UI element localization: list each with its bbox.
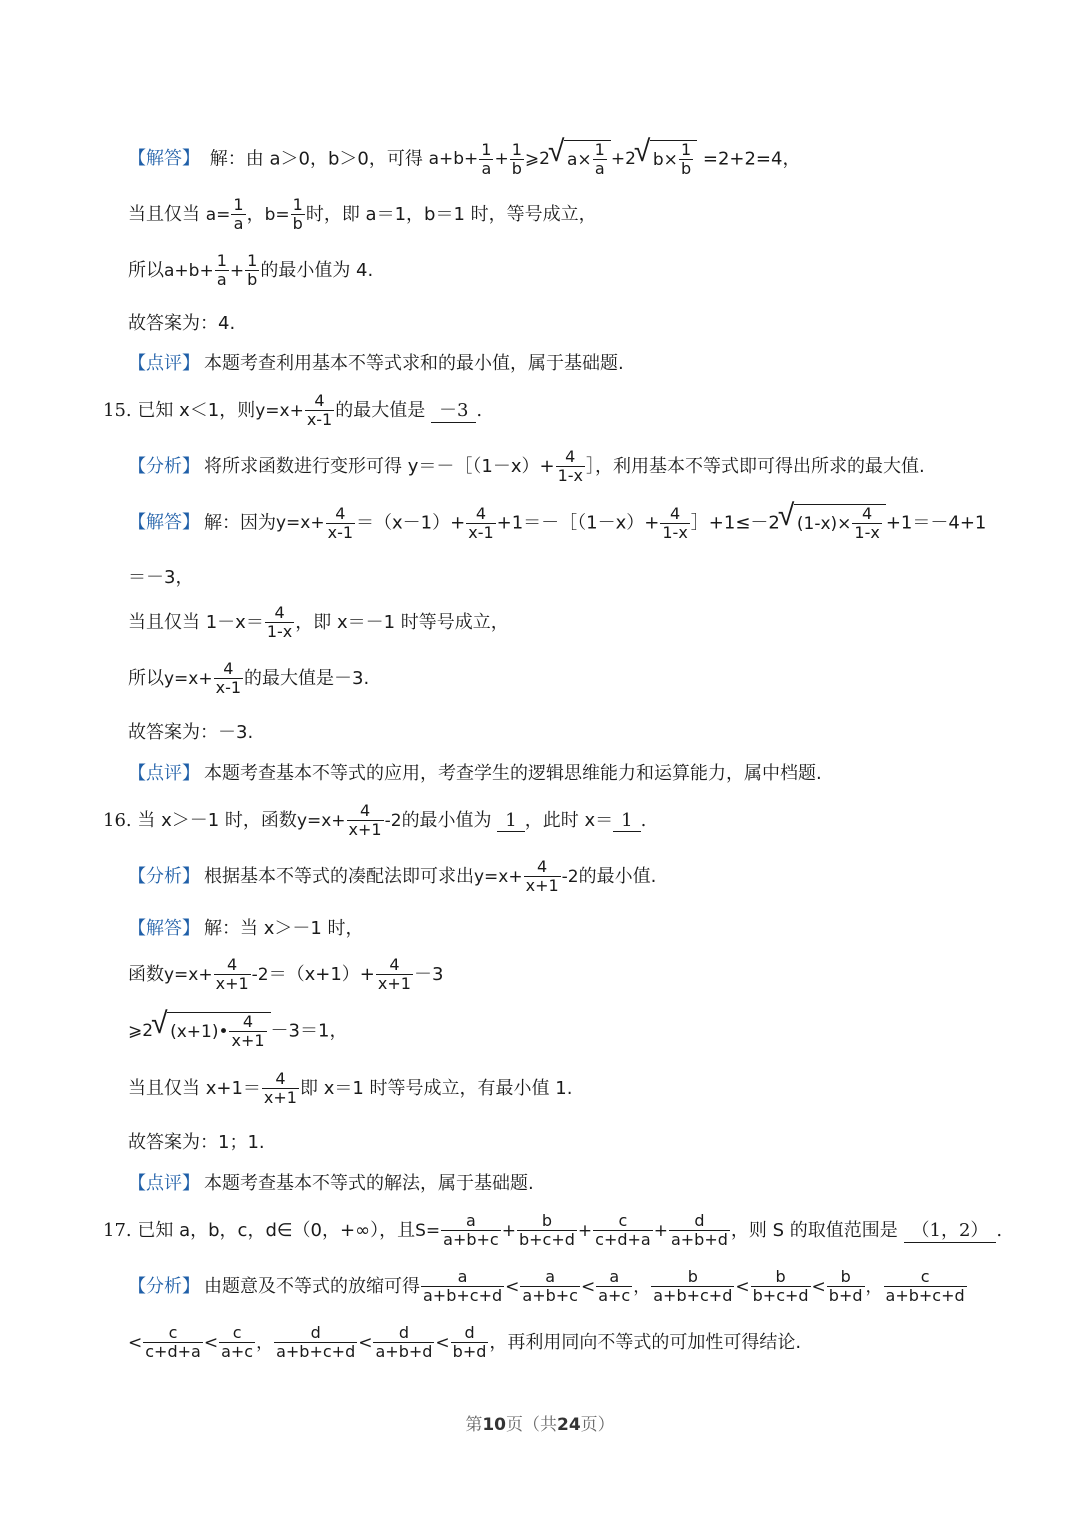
analysis-text: ］，利用基本不等式即可得出所求的最大值. xyxy=(585,455,925,477)
math-expr: y=x+ $\frac{4}{x-1}$ xyxy=(255,391,333,430)
text: . xyxy=(640,809,647,831)
math-expr: y=x+ $\frac{4}{x+1}$ -2 xyxy=(164,955,269,994)
question-number: 17. xyxy=(103,1219,132,1241)
question-text: 已知 x＜1，则 xyxy=(137,399,256,421)
p16-question xyxy=(103,802,646,840)
p16-answer-line-3 xyxy=(128,1006,348,1051)
math-expr: $\frac{4}{1-x}$ xyxy=(266,603,293,642)
math-expr: $\frac{4}{1-x}$ xyxy=(662,503,688,542)
math-expr: a+b+ $\frac{1}{a}$ + $\frac{1}{b}$ xyxy=(164,251,258,290)
comment-text: 本题考查基本不等式的应用，考查学生的逻辑思维能力和运算能力，属中档题. xyxy=(204,763,822,784)
answer-text: +1＝－4+1 xyxy=(885,512,987,534)
analysis-tag: 【分析】 xyxy=(128,455,200,477)
question-text: 当 x＞－1 时，函数 xyxy=(137,809,297,831)
text: 当且仅当 x+1＝ xyxy=(128,1077,261,1099)
text: . xyxy=(476,399,483,421)
math-expr: a= $\frac{1}{a}$ xyxy=(205,195,244,234)
text: ， xyxy=(246,203,265,225)
p15-final-answer: 故答案为：－3. xyxy=(128,722,254,743)
answer-tag: 【解答】 xyxy=(128,148,200,170)
analysis-text: 的最小值. xyxy=(578,865,657,887)
comment-text: 本题考查基本不等式的解法，属于基础题. xyxy=(204,1173,534,1194)
p16-analysis-line xyxy=(128,858,656,896)
question-text: 的最大值是 xyxy=(335,399,426,421)
p15-question xyxy=(103,392,482,430)
answer-tag: 【解答】 xyxy=(128,512,200,534)
math-expr: b= $\frac{1}{b}$ xyxy=(264,195,303,234)
p14-equality-line xyxy=(128,196,597,234)
text: ＝（x+1）+ xyxy=(268,963,375,985)
p14-answer-line xyxy=(128,134,801,179)
p15-so-line xyxy=(128,660,369,698)
answer-text: 解：当 x＞－1 时， xyxy=(204,918,364,939)
answer-blank-2: 1 xyxy=(613,810,640,832)
analysis-text: 根据基本不等式的凑配法即可求出 xyxy=(204,865,474,887)
text: 的最小值为 4. xyxy=(260,259,374,281)
p16-equality-line xyxy=(128,1070,572,1108)
question-text: ，则 S 的取值范围是 xyxy=(730,1219,898,1241)
text: 的最大值是－3. xyxy=(244,667,370,689)
answer-text: ＝（x－1）+ xyxy=(356,512,466,534)
p16-answer-line xyxy=(128,914,364,940)
math-expr: y=x+ $\frac{4}{x-1}$ xyxy=(276,503,354,542)
p15-comment-line xyxy=(128,759,822,785)
text: －3 xyxy=(413,963,444,985)
answer-text: 解：因为 xyxy=(204,512,276,534)
question-number: 15. xyxy=(103,399,132,421)
p17-analysis-line-2 xyxy=(128,1324,801,1362)
comment-tag: 【点评】 xyxy=(128,353,200,374)
question-text: 已知 a，b，c，d∈（0，+∞），且 xyxy=(137,1219,416,1241)
analysis-text: 将所求函数进行变形可得 y＝－［（1－x）+ xyxy=(204,455,555,477)
question-number: 16. xyxy=(103,809,132,831)
text: 时，即 a＝1，b＝1 时，等号成立， xyxy=(305,203,597,225)
text: 当且仅当 1－x＝ xyxy=(128,611,264,633)
p15-answer-continued: ＝－3， xyxy=(128,567,194,588)
p16-final-answer: 故答案为：1；1. xyxy=(128,1132,265,1153)
math-expr: < $\frac{c}{c+d+a}$ < $\frac{c}{a+c}$ ， $\frac{d}{a+b+c+d}$ < $\frac{d}{a+b+d}$ < $\frac{d}{b+d}$ xyxy=(128,1323,487,1362)
math-expr: y=x+ $\frac{4}{x+1}$ -2 xyxy=(474,857,579,896)
p14-so-line xyxy=(128,252,373,290)
math-expr: a+b+ $\frac{1}{a}$ + $\frac{1}{b}$ ⩾2 √ a× $\frac{1}{a}$ +2 √ b× $\frac{1}{b}$ xyxy=(429,149,698,169)
comment-tag: 【点评】 xyxy=(128,1173,200,1194)
p17-question xyxy=(103,1212,1002,1250)
p15-equality-line xyxy=(128,604,509,642)
math-expr: $\frac{4}{x+1}$ xyxy=(377,955,411,994)
math-expr: S= $\frac{a}{a+b+c}$ + $\frac{b}{b+c+d}$ + $\frac{c}{c+d+a}$ + $\frac{d}{a+b+d}$ xyxy=(415,1211,728,1250)
text: 所以 xyxy=(128,667,164,689)
answer-blank: （1，2） xyxy=(904,1216,997,1243)
p16-answer-line-2 xyxy=(128,956,443,994)
math-expr: √ (1-x)× $\frac{4}{1-x}$ xyxy=(780,513,886,533)
page-number: 10 xyxy=(482,1415,506,1435)
answer-text: ］+1≤－2 xyxy=(690,512,780,534)
text: －3＝1， xyxy=(270,1020,348,1042)
footer-text: 页（共 xyxy=(506,1415,557,1435)
analysis-text: 由题意及不等式的放缩可得 xyxy=(204,1275,420,1297)
comment-text: 本题考查利用基本不等式求和的最小值，属于基础题. xyxy=(204,353,624,374)
p15-analysis-line xyxy=(128,448,925,486)
math-expr: $\frac{4}{1-x}$ xyxy=(557,447,583,486)
math-expr: y=x+ $\frac{4}{x+1}$ -2 xyxy=(296,801,402,840)
analysis-tag: 【分析】 xyxy=(128,1275,200,1297)
answer-blank-1: 1 xyxy=(497,810,524,832)
comment-tag: 【点评】 xyxy=(128,763,200,784)
answer-tag: 【解答】 xyxy=(128,918,200,939)
analysis-tag: 【分析】 xyxy=(128,865,200,887)
answer-blank: －3 xyxy=(431,396,476,423)
math-expr: $\frac{4}{x+1}$ xyxy=(263,1069,297,1108)
p14-comment-line xyxy=(128,349,624,375)
question-text: 的最小值为 xyxy=(401,809,492,831)
text: ，即 x＝－1 时等号成立， xyxy=(295,611,509,633)
p16-comment-line xyxy=(128,1169,534,1195)
answer-text: a＞0，b＞0，可得 xyxy=(269,148,423,170)
answer-text: 解：由 xyxy=(209,148,264,170)
math-expr: y=x+ $\frac{4}{x-1}$ xyxy=(164,659,242,698)
footer-text: 页） xyxy=(580,1415,615,1435)
math-expr: $\frac{a}{a+b+c+d}$ < $\frac{a}{a+b+c}$ < $\frac{a}{a+c}$ ， $\frac{b}{a+b+c+d}$ < $\frac{b}{b+c+d}$ < $\frac{b}{b+d}$ ， $\frac{c}{a+b+c+d}$ xyxy=(423,1267,965,1306)
p17-analysis-line xyxy=(128,1268,968,1306)
footer-text: 第 xyxy=(465,1415,483,1435)
text: 函数 xyxy=(128,963,164,985)
math-expr: ⩾2 √ (x+1)• $\frac{4}{x+1}$ xyxy=(128,1021,271,1041)
text: 当且仅当 xyxy=(128,203,200,225)
p14-final-answer: 故答案为：4. xyxy=(128,313,236,334)
page-footer xyxy=(0,1410,1080,1435)
math-expr: $\frac{4}{x-1}$ xyxy=(468,503,494,542)
answer-text: =2+2=4， xyxy=(702,148,801,170)
question-text: ，此时 x＝ xyxy=(524,809,614,831)
text: . xyxy=(996,1219,1003,1241)
p15-answer-line xyxy=(128,498,987,543)
analysis-text: ，再利用同向不等式的可加性可得结论. xyxy=(489,1331,802,1353)
answer-text: +1＝－［（1－x）+ xyxy=(496,512,660,534)
total-pages: 24 xyxy=(557,1415,581,1435)
text: 即 x＝1 时等号成立，有最小值 1. xyxy=(299,1077,573,1099)
text: 所以 xyxy=(128,259,164,281)
